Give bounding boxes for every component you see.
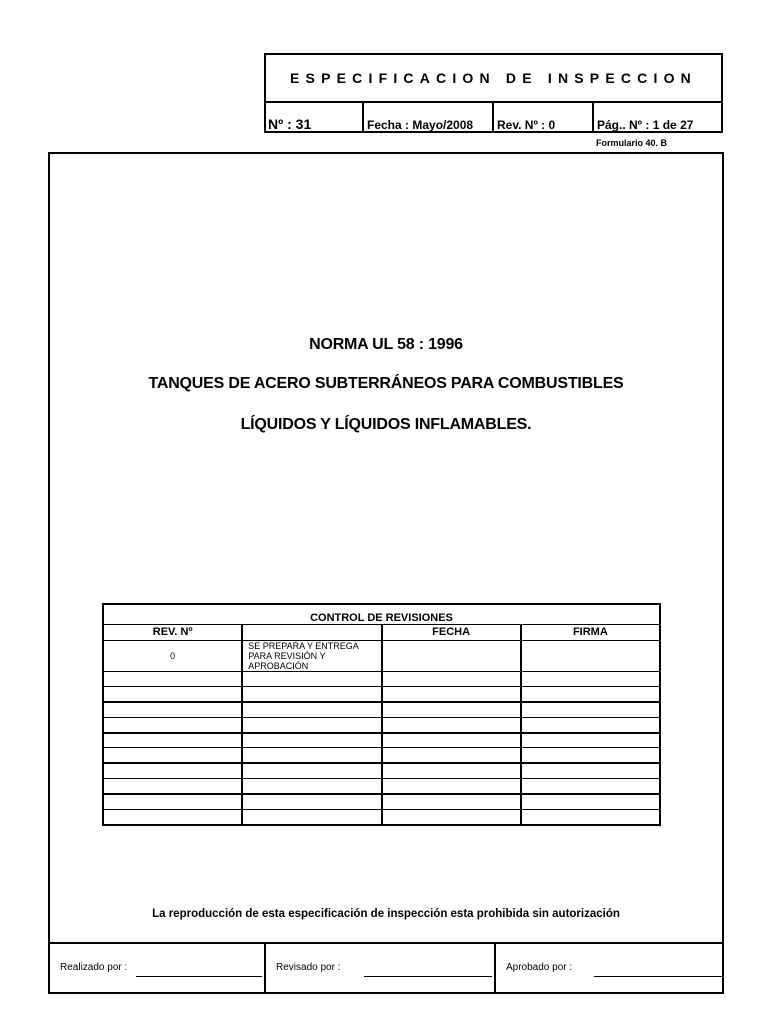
rev-cell <box>103 671 242 686</box>
fecha-cell <box>382 671 521 686</box>
rev-cell <box>103 794 242 809</box>
standard-title: NORMA UL 58 : 1996 <box>309 336 463 353</box>
fecha-cell <box>382 702 521 717</box>
column-header-description <box>242 624 381 640</box>
table-row <box>103 763 660 778</box>
document-header <box>264 53 723 133</box>
description-cell <box>242 748 381 763</box>
firma-cell <box>521 763 660 778</box>
firma-cell <box>521 640 660 671</box>
table-row <box>103 671 660 686</box>
fecha-cell <box>382 794 521 809</box>
table-row <box>103 779 660 794</box>
table-row <box>103 640 660 671</box>
firma-cell <box>521 686 660 701</box>
rev-cell <box>103 779 242 794</box>
realizado-signature-line[interactable] <box>136 976 262 977</box>
firma-cell <box>521 671 660 686</box>
description-cell <box>242 794 381 809</box>
signature-realizado <box>50 944 266 994</box>
fecha-cell <box>382 763 521 778</box>
fecha-cell <box>382 686 521 701</box>
spec-date: Fecha : Mayo/2008 <box>364 103 494 133</box>
header-info-row <box>266 103 721 133</box>
firma-cell <box>521 794 660 809</box>
fecha-cell <box>382 810 521 825</box>
rev-cell <box>103 717 242 732</box>
firma-cell <box>521 810 660 825</box>
description-cell <box>242 686 381 701</box>
document-title-line-1: TANQUES DE ACERO SUBTERRÁNEOS PARA COMBUSTIBLES <box>148 375 624 392</box>
fecha-cell <box>382 640 521 671</box>
spec-page: Pág.. Nº : 1 de 27 <box>597 118 694 132</box>
signature-revisado <box>266 944 496 994</box>
form-code: Formulario 40. B <box>596 138 668 148</box>
spec-number: Nº : 31 <box>266 103 364 133</box>
document-frame <box>48 152 724 994</box>
rev-cell <box>103 763 242 778</box>
rev-cell <box>103 810 242 825</box>
rev-cell <box>103 733 242 748</box>
table-row <box>103 702 660 717</box>
aprobado-label: Aprobado por : <box>506 962 573 973</box>
rev-cell: 0 <box>103 640 242 671</box>
description-cell <box>242 779 381 794</box>
table-row <box>103 810 660 825</box>
fecha-cell <box>382 717 521 732</box>
firma-cell <box>521 748 660 763</box>
table-row <box>103 686 660 701</box>
table-row <box>103 794 660 809</box>
signature-row <box>50 942 722 994</box>
description-cell: SE PREPARA Y ENTREGA PARA REVISIÓN Y APROBACIÓN <box>242 640 381 671</box>
column-header-fecha: FECHA <box>382 624 521 640</box>
column-header-firma: FIRMA <box>521 624 660 640</box>
signature-aprobado <box>496 944 722 994</box>
table-row <box>103 733 660 748</box>
description-cell <box>242 763 381 778</box>
fecha-cell <box>382 748 521 763</box>
description-cell <box>242 702 381 717</box>
firma-cell <box>521 702 660 717</box>
firma-cell <box>521 733 660 748</box>
rev-cell <box>103 686 242 701</box>
reproduction-notice: La reproducción de esta especificación de inspección esta prohibida sin autorización <box>152 908 620 920</box>
revisions-table <box>102 603 661 826</box>
column-header-rev: REV. Nº <box>103 624 242 640</box>
description-cell <box>242 810 381 825</box>
fecha-cell <box>382 779 521 794</box>
document-title-line-2: LÍQUIDOS Y LÍQUIDOS INFLAMABLES. <box>240 416 532 433</box>
revisions-caption: CONTROL DE REVISIONES <box>103 604 660 624</box>
description-cell <box>242 671 381 686</box>
table-row <box>103 748 660 763</box>
spec-revision: Rev. Nº : 0 <box>494 103 594 133</box>
firma-cell <box>521 779 660 794</box>
description-cell <box>242 717 381 732</box>
revisado-label: Revisado por : <box>276 962 341 973</box>
fecha-cell <box>382 733 521 748</box>
firma-cell <box>521 717 660 732</box>
aprobado-signature-line[interactable] <box>594 976 722 977</box>
rev-cell <box>103 702 242 717</box>
revisado-signature-line[interactable] <box>364 976 492 977</box>
header-title: ESPECIFICACION DE INSPECCION <box>266 55 721 103</box>
description-cell <box>242 733 381 748</box>
table-row <box>103 717 660 732</box>
realizado-label: Realizado por : <box>60 962 128 973</box>
rev-cell <box>103 748 242 763</box>
